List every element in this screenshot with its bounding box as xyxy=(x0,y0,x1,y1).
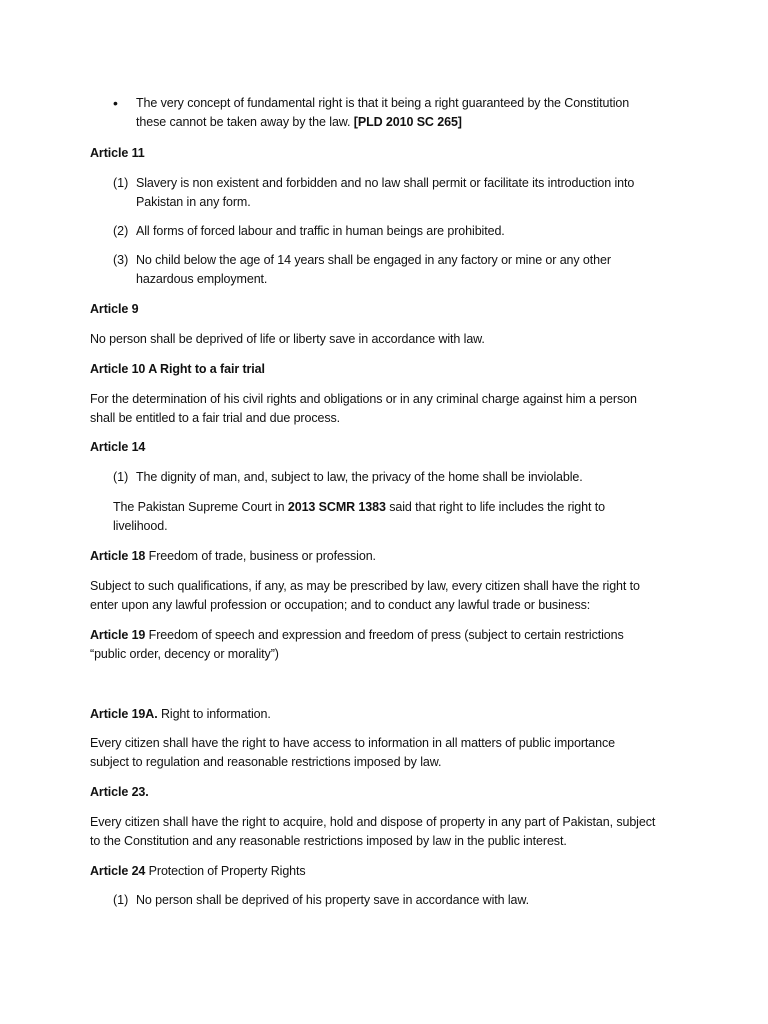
article-19-heading xyxy=(90,626,624,645)
article-9-text: No person shall be deprived of life or liberty save in accordance with law. xyxy=(90,332,485,346)
article-19-heading-rest: Freedom of speech and expression and freedom of press (subject to certain restrictions xyxy=(145,628,624,642)
article-10a-line-1: For the determination of his civil rights and obligations or in any criminal charge against him a person xyxy=(90,392,637,406)
article-18-heading-bold: Article 18 xyxy=(90,549,146,563)
article-18-heading-rest: Freedom of trade, business or profession. xyxy=(145,549,376,563)
article-24-heading-rest: Protection of Property Rights xyxy=(145,864,306,878)
article-10a-heading: Article 10 A Right to a fair trial xyxy=(90,362,265,376)
article-11-item-3-line-2: hazardous employment. xyxy=(136,272,268,286)
article-14-note-citation: 2013 SCMR 1383 xyxy=(287,500,386,514)
article-14-item-1-text: The dignity of man, and, subject to law, the privacy of the home shall be inviolable. xyxy=(136,470,583,484)
article-18-heading xyxy=(90,547,376,566)
article-11-item-2-number: (2) xyxy=(113,224,129,238)
article-19a-heading xyxy=(90,705,271,724)
article-14-note-pre: The Pakistan Supreme Court in xyxy=(113,500,288,514)
article-23-line-1: Every citizen shall have the right to acquire, hold and dispose of property in any part of Pakistan, subject xyxy=(90,815,656,829)
article-24-item-1-number: (1) xyxy=(113,893,129,907)
article-11-item-2-line-1: All forms of forced labour and traffic in human beings are prohibited. xyxy=(136,224,505,238)
intro-citation: [PLD 2010 SC 265] xyxy=(353,115,462,129)
intro-line-1: The very concept of fundamental right is that it being a right guaranteed by the Constitution xyxy=(136,96,630,110)
article-19a-heading-bold: Article 19A. xyxy=(90,707,158,721)
article-11-item-1-line-2: Pakistan in any form. xyxy=(136,195,251,209)
article-11-heading: Article 11 xyxy=(90,146,145,160)
article-11-item-1-line-1: Slavery is non existent and forbidden and no law shall permit or facilitate its introduction into xyxy=(136,176,635,190)
bullet-marker: • xyxy=(113,95,118,111)
intro-text: these cannot be taken away by the law. xyxy=(136,115,354,129)
article-18-line-2: enter upon any lawful profession or occupation; and to conduct any lawful trade or business: xyxy=(90,598,591,612)
article-11-item-3-line-1: No child below the age of 14 years shall be engaged in any factory or mine or any other xyxy=(136,253,611,267)
intro-line-2 xyxy=(136,113,462,132)
article-11-item-3-number: (3) xyxy=(113,253,129,267)
article-19a-line-2: subject to regulation and reasonable restrictions imposed by law. xyxy=(90,755,442,769)
article-19a-line-1: Every citizen shall have the right to have access to information in all matters of public importance xyxy=(90,736,615,750)
article-18-line-1: Subject to such qualifications, if any, as may be prescribed by law, every citizen shall have the right to xyxy=(90,579,640,593)
article-24-item-1-text: No person shall be deprived of his property save in accordance with law. xyxy=(136,893,530,907)
article-14-note-post: said that right to life includes the right to xyxy=(385,500,605,514)
article-19-heading-bold: Article 19 xyxy=(90,628,146,642)
article-19a-heading-rest: Right to information. xyxy=(157,707,271,721)
article-14-note-line-1 xyxy=(113,498,605,517)
article-14-item-1-number: (1) xyxy=(113,470,129,484)
article-9-heading: Article 9 xyxy=(90,302,139,316)
article-14-heading: Article 14 xyxy=(90,440,146,454)
article-24-heading xyxy=(90,862,306,881)
article-23-heading: Article 23. xyxy=(90,785,149,799)
article-11-item-1-number: (1) xyxy=(113,176,129,190)
article-23-line-2: to the Constitution and any reasonable restrictions imposed by law in the public interest. xyxy=(90,834,567,848)
article-10a-line-2: shall be entitled to a fair trial and due process. xyxy=(90,411,341,425)
article-14-note-line-2: livelihood. xyxy=(113,519,168,533)
article-24-heading-bold: Article 24 xyxy=(90,864,146,878)
article-19-line-2: “public order, decency or morality”) xyxy=(90,647,279,661)
